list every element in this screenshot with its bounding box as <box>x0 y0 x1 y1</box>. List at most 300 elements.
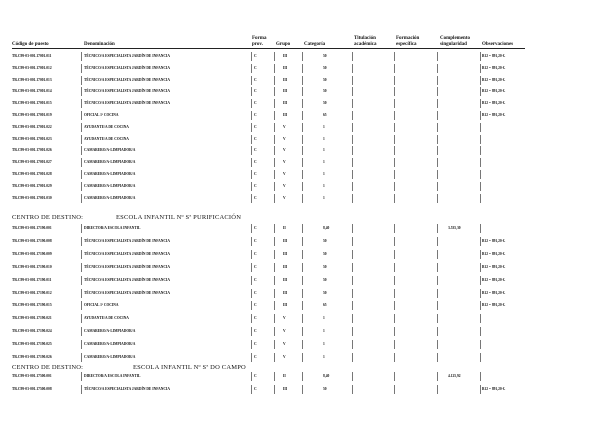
cell-divider <box>352 146 353 155</box>
cell-cat: 1 <box>323 148 325 153</box>
cell-divider <box>437 158 438 167</box>
cell-code: TR.C99-03-001.17001.028 <box>12 172 52 176</box>
cell-divider <box>251 301 252 310</box>
cell-den: CAMARERO/A-LIMPIADOR/A <box>84 355 136 359</box>
cell-code: TR.C99-03-001.17001.019 <box>12 113 52 117</box>
cell-fp: C <box>254 342 257 347</box>
cell-gr: III <box>283 54 288 58</box>
cell-cat: 50 <box>323 77 327 82</box>
cell-divider <box>274 276 275 285</box>
cell-divider <box>394 237 395 246</box>
cell-den: OFICIAL 1ª COCINA <box>84 303 119 308</box>
table-row <box>0 314 615 324</box>
table-row <box>0 340 615 350</box>
cell-divider <box>274 327 275 336</box>
cell-divider <box>352 301 353 310</box>
cell-den: CAMARERO/A-LIMPIADOR/A <box>84 160 136 165</box>
cell-divider <box>302 301 303 310</box>
cell-code: TR.C99-03-001.17001.015 <box>12 101 52 106</box>
cell-fp: C <box>254 136 257 141</box>
cell-divider <box>274 263 275 272</box>
cell-fp: C <box>254 89 257 94</box>
cell-gr: V <box>283 329 286 334</box>
cell-cat: 50 <box>323 65 327 70</box>
cell-den: CAMARERO/A-LIMPIADOR/A <box>84 148 136 153</box>
cell-den: AYUDANTE/A DE COCINA <box>84 124 129 129</box>
cell-obs: B12 = 891,20 €. <box>482 113 506 117</box>
cell-divider <box>274 170 275 179</box>
cell-divider <box>302 327 303 336</box>
cell-divider <box>274 158 275 167</box>
cell-divider <box>352 52 353 61</box>
cell-divider <box>394 289 395 298</box>
cell-divider <box>352 194 353 203</box>
cell-divider <box>251 237 252 246</box>
cell-den: TÉCNICO/A ESPECIALISTA JARDÍN DE INFANCIA <box>84 251 170 256</box>
cell-divider <box>302 276 303 285</box>
cell-gr: V <box>283 355 286 359</box>
cell-divider <box>251 111 252 120</box>
cell-divider <box>437 327 438 336</box>
cell-code: TR.C99-03-001.17190.012 <box>12 290 52 295</box>
cell-divider <box>251 170 252 179</box>
cell-cat: 50 <box>323 386 327 391</box>
cell-divider <box>437 52 438 61</box>
cell-divider <box>81 123 82 132</box>
cell-cat: 1 <box>323 183 325 188</box>
cell-divider <box>274 182 275 191</box>
cell-divider <box>251 182 252 191</box>
cell-den: CAMARERO/A-LIMPIADOR/A <box>84 342 136 347</box>
cell-divider <box>394 353 395 362</box>
cell-divider <box>437 263 438 272</box>
cell-divider <box>437 123 438 132</box>
cell-divider <box>302 76 303 85</box>
cell-code: TR.C99-03-001.17001.026 <box>12 148 52 153</box>
cell-code: TR.C99-03-001.17001.027 <box>12 160 52 165</box>
cell-gr: III <box>283 386 288 391</box>
header-observaciones: Observaciones <box>482 42 514 47</box>
cell-code: TR.C99-03-001.17190.015 <box>12 303 52 308</box>
cell-divider <box>274 301 275 310</box>
cell-divider <box>251 224 252 233</box>
cell-obs: B12 = 891,20 €. <box>482 65 506 70</box>
cell-den: CAMARERO/A-LIMPIADOR/A <box>84 195 136 200</box>
cell-divider <box>274 289 275 298</box>
cell-code: TR.C99-03-001.17190.010 <box>12 264 52 269</box>
cell-divider <box>274 64 275 73</box>
cell-divider <box>480 263 481 272</box>
cell-divider <box>352 276 353 285</box>
cell-den: TÉCNICO/A ESPECIALISTA JARDÍN DE INFANCIA <box>84 238 170 243</box>
cell-divider <box>394 87 395 96</box>
cell-divider <box>480 76 481 85</box>
cell-cat: 65 <box>323 303 327 308</box>
cell-divider <box>251 276 252 285</box>
cell-divider <box>394 385 395 394</box>
cell-den: TÉCNICO/A ESPECIALISTA JARDÍN DE INFANCIA <box>84 65 170 70</box>
cell-divider <box>437 250 438 259</box>
table-row <box>0 224 615 234</box>
cell-divider <box>352 353 353 362</box>
header-forma-line2: prov. <box>252 41 263 47</box>
cell-fp: C <box>254 183 257 188</box>
cell-den: DIRECTOR/A ESCOLA INFANTIL <box>84 226 141 230</box>
cell-divider <box>251 250 252 259</box>
cell-cat: 50 <box>323 264 327 269</box>
cell-cat: 50 <box>323 251 327 256</box>
header-formacion-line1: Formación <box>396 36 420 41</box>
cell-cat: 1 <box>323 160 325 165</box>
cell-divider <box>394 64 395 73</box>
table-row <box>0 135 615 145</box>
cell-gr: III <box>283 251 288 256</box>
header-formacion <box>396 36 419 47</box>
cell-fp: C <box>254 148 257 153</box>
cell-divider <box>251 327 252 336</box>
cell-den: TÉCNICO/A ESPECIALISTA JARDÍN DE INFANCIA <box>84 386 170 391</box>
cell-divider <box>437 146 438 155</box>
cell-divider <box>274 353 275 362</box>
cell-den: CAMARERO/A-LIMPIADOR/A <box>84 172 136 176</box>
cell-divider <box>251 340 252 349</box>
cell-divider <box>352 327 353 336</box>
cell-fp: C <box>254 77 257 82</box>
cell-cat: 1 <box>323 355 325 359</box>
cell-divider <box>437 170 438 179</box>
cell-divider <box>81 182 82 191</box>
cell-den: AYUDANTE/A DE COCINA <box>84 136 129 141</box>
cell-code: TR.C99-03-001.17001.030 <box>12 195 52 200</box>
table-row <box>0 146 615 156</box>
cell-divider <box>274 314 275 323</box>
table-row <box>0 263 615 273</box>
cell-divider <box>81 237 82 246</box>
cell-divider <box>302 314 303 323</box>
header-grupo: Grupo <box>276 42 291 47</box>
cell-divider <box>302 182 303 191</box>
cell-divider <box>302 111 303 120</box>
cell-fp: C <box>254 290 257 295</box>
cell-divider <box>274 372 275 381</box>
cell-obs: B12 = 891,20 €. <box>482 264 506 269</box>
cell-divider <box>480 224 481 233</box>
cell-divider <box>437 64 438 73</box>
center-name: ESCOLA INFANTIL Nº Sª DO CAMPO <box>133 364 246 371</box>
cell-divider <box>437 111 438 120</box>
cell-den: TÉCNICO/A ESPECIALISTA JARDÍN DE INFANCIA <box>84 277 170 282</box>
cell-divider <box>302 135 303 144</box>
cell-divider <box>302 170 303 179</box>
cell-cat: 1 <box>323 172 325 176</box>
table-row <box>0 182 615 192</box>
cell-divider <box>480 194 481 203</box>
cell-divider <box>394 123 395 132</box>
cell-fp: C <box>254 113 257 117</box>
header-complemento <box>440 36 470 47</box>
cell-gr: V <box>283 124 286 129</box>
cell-fp: C <box>254 303 257 308</box>
cell-divider <box>81 170 82 179</box>
cell-code: TR.C99-03-001.17001.014 <box>12 89 52 94</box>
header-categoria: Categoría <box>304 42 326 47</box>
cell-divider <box>81 194 82 203</box>
cell-comp: 3.535,30 <box>448 226 461 230</box>
cell-divider <box>302 123 303 132</box>
cell-divider <box>480 372 481 381</box>
cell-obs: B12 = 891,20 €. <box>482 386 506 391</box>
cell-divider <box>394 111 395 120</box>
cell-gr: V <box>283 136 286 141</box>
cell-divider <box>394 224 395 233</box>
cell-divider <box>480 182 481 191</box>
cell-divider <box>437 372 438 381</box>
cell-obs: B12 = 891,20 €. <box>482 238 506 243</box>
cell-divider <box>394 135 395 144</box>
cell-divider <box>302 353 303 362</box>
cell-divider <box>352 99 353 108</box>
table-row <box>0 276 615 286</box>
cell-divider <box>394 314 395 323</box>
table-row <box>0 99 615 109</box>
cell-divider <box>437 99 438 108</box>
cell-obs: B12 = 891,20 €. <box>482 77 506 82</box>
cell-code: TR.C99-03-001.17001.011 <box>12 54 52 58</box>
cell-code: TR.C99-03-001.17190.009 <box>12 251 52 256</box>
cell-divider <box>437 87 438 96</box>
cell-cat: 65 <box>323 113 327 117</box>
cell-divider <box>251 263 252 272</box>
cell-divider <box>394 263 395 272</box>
cell-divider <box>480 340 481 349</box>
cell-obs: B12 = 891,20 €. <box>482 277 506 282</box>
table-row <box>0 327 615 337</box>
cell-divider <box>251 76 252 85</box>
cell-fp: C <box>254 54 257 58</box>
cell-divider <box>81 99 82 108</box>
cell-divider <box>274 76 275 85</box>
cell-divider <box>394 52 395 61</box>
cell-divider <box>81 146 82 155</box>
cell-divider <box>480 314 481 323</box>
cell-divider <box>274 99 275 108</box>
cell-code: TR.C99-03-001.17500.008 <box>12 386 52 391</box>
cell-code: TR.C99-03-001.17001.013 <box>12 77 52 82</box>
cell-fp: C <box>254 355 257 359</box>
cell-divider <box>480 289 481 298</box>
cell-fp: C <box>254 238 257 243</box>
cell-gr: III <box>283 277 288 282</box>
table-row <box>0 52 615 62</box>
cell-code: TR.C99-03-001.17190.011 <box>12 277 52 282</box>
table-row <box>0 123 615 133</box>
cell-divider <box>274 250 275 259</box>
cell-divider <box>480 64 481 73</box>
cell-fp: C <box>254 195 257 200</box>
cell-code: TR.C99-03-001.17190.025 <box>12 342 52 347</box>
cell-divider <box>274 385 275 394</box>
cell-gr: III <box>283 113 288 117</box>
cell-gr: II <box>283 374 286 378</box>
cell-fp: C <box>254 374 257 378</box>
cell-divider <box>480 99 481 108</box>
cell-divider <box>437 314 438 323</box>
cell-comp: 4.125,92 <box>448 374 461 378</box>
cell-divider <box>274 52 275 61</box>
cell-fp: C <box>254 316 257 321</box>
cell-gr: V <box>283 195 286 200</box>
cell-divider <box>352 158 353 167</box>
cell-gr: III <box>283 77 288 82</box>
cell-gr: III <box>283 101 288 106</box>
table-row <box>0 76 615 86</box>
cell-obs: B12 = 891,20 €. <box>482 89 506 94</box>
table-row <box>0 250 615 260</box>
cell-den: CAMARERO/A-LIMPIADOR/A <box>84 329 136 334</box>
cell-divider <box>480 237 481 246</box>
cell-cat: 50 <box>323 101 327 106</box>
cell-divider <box>437 194 438 203</box>
cell-divider <box>302 158 303 167</box>
cell-cat: 1 <box>323 195 325 200</box>
cell-divider <box>81 372 82 381</box>
cell-divider <box>81 135 82 144</box>
cell-divider <box>302 289 303 298</box>
cell-divider <box>394 170 395 179</box>
cell-divider <box>251 385 252 394</box>
cell-divider <box>274 87 275 96</box>
cell-cat: 1 <box>323 124 325 129</box>
table-row <box>0 237 615 247</box>
cell-gr: III <box>283 264 288 269</box>
cell-divider <box>81 263 82 272</box>
cell-fp: C <box>254 251 257 256</box>
table-row <box>0 170 615 180</box>
cell-divider <box>274 111 275 120</box>
cell-obs: B12 = 891,20 €. <box>482 54 506 58</box>
cell-divider <box>437 353 438 362</box>
cell-divider <box>394 76 395 85</box>
cell-divider <box>251 52 252 61</box>
table-row <box>0 194 615 204</box>
cell-divider <box>394 340 395 349</box>
cell-divider <box>302 87 303 96</box>
header-titulacion-line1: Titulación <box>354 36 376 41</box>
cell-cat: 50 <box>323 290 327 295</box>
cell-gr: V <box>283 342 286 347</box>
cell-divider <box>274 224 275 233</box>
cell-divider <box>437 182 438 191</box>
table-row <box>0 158 615 168</box>
cell-divider <box>251 194 252 203</box>
cell-gr: III <box>283 303 288 308</box>
cell-divider <box>437 224 438 233</box>
cell-divider <box>352 340 353 349</box>
cell-divider <box>81 87 82 96</box>
table-row <box>0 385 615 395</box>
cell-den: CAMARERO/A-LIMPIADOR/A <box>84 183 136 188</box>
cell-cat: 50 <box>323 277 327 282</box>
header-rule <box>12 48 525 49</box>
cell-divider <box>352 170 353 179</box>
cell-obs: B12 = 891,20 €. <box>482 251 506 256</box>
cell-divider <box>352 372 353 381</box>
cell-divider <box>352 224 353 233</box>
cell-divider <box>480 276 481 285</box>
cell-gr: V <box>283 316 286 321</box>
cell-divider <box>480 123 481 132</box>
cell-divider <box>480 146 481 155</box>
cell-code: TR.C99-03-001.17001.023 <box>12 136 52 141</box>
cell-divider <box>352 182 353 191</box>
cell-divider <box>81 111 82 120</box>
cell-divider <box>81 301 82 310</box>
cell-divider <box>81 289 82 298</box>
cell-divider <box>480 52 481 61</box>
cell-divider <box>352 76 353 85</box>
cell-divider <box>302 52 303 61</box>
header-complemento-line1: Complemento <box>440 36 470 41</box>
cell-cat: 8,40 <box>323 226 330 230</box>
cell-divider <box>437 237 438 246</box>
cell-fp: C <box>254 277 257 282</box>
cell-cat: 1 <box>323 342 325 347</box>
cell-code: TR.C99-03-001.17190.024 <box>12 329 52 334</box>
cell-divider <box>302 99 303 108</box>
cell-divider <box>251 123 252 132</box>
cell-divider <box>352 237 353 246</box>
header-forma-line1: Forma <box>252 36 267 41</box>
cell-divider <box>352 64 353 73</box>
cell-divider <box>302 237 303 246</box>
cell-gr: V <box>283 172 286 176</box>
cell-divider <box>480 385 481 394</box>
cell-divider <box>480 301 481 310</box>
cell-cat: 50 <box>323 89 327 94</box>
cell-gr: V <box>283 148 286 153</box>
cell-code: TR.C99-03-001.17190.008 <box>12 238 52 243</box>
cell-divider <box>81 64 82 73</box>
cell-divider <box>437 289 438 298</box>
cell-divider <box>480 327 481 336</box>
header-denominacion: Denominación <box>84 42 115 47</box>
header-formacion-line2: específica <box>396 41 417 47</box>
table-row <box>0 372 615 382</box>
cell-divider <box>251 87 252 96</box>
cell-divider <box>480 353 481 362</box>
cell-cat: 50 <box>323 238 327 243</box>
cell-cat: 8,40 <box>323 374 330 378</box>
cell-den: DIRECTOR/A ESCOLA INFANTIL <box>84 374 141 378</box>
cell-obs: B12 = 891,20 €. <box>482 101 506 106</box>
cell-gr: II <box>283 226 286 230</box>
cell-divider <box>251 64 252 73</box>
cell-divider <box>251 158 252 167</box>
cell-obs: B12 = 891,20 €. <box>482 303 506 308</box>
table-row <box>0 301 615 311</box>
cell-divider <box>352 385 353 394</box>
cell-fp: C <box>254 172 257 176</box>
cell-divider <box>352 289 353 298</box>
cell-divider <box>437 76 438 85</box>
header-titulacion-line2: académica <box>354 41 377 47</box>
cell-divider <box>302 64 303 73</box>
cell-code: TR.C99-03-001.17001.029 <box>12 183 52 188</box>
cell-divider <box>251 146 252 155</box>
cell-obs: B12 = 891,20 €. <box>482 290 506 295</box>
table-row <box>0 289 615 299</box>
cell-divider <box>302 146 303 155</box>
